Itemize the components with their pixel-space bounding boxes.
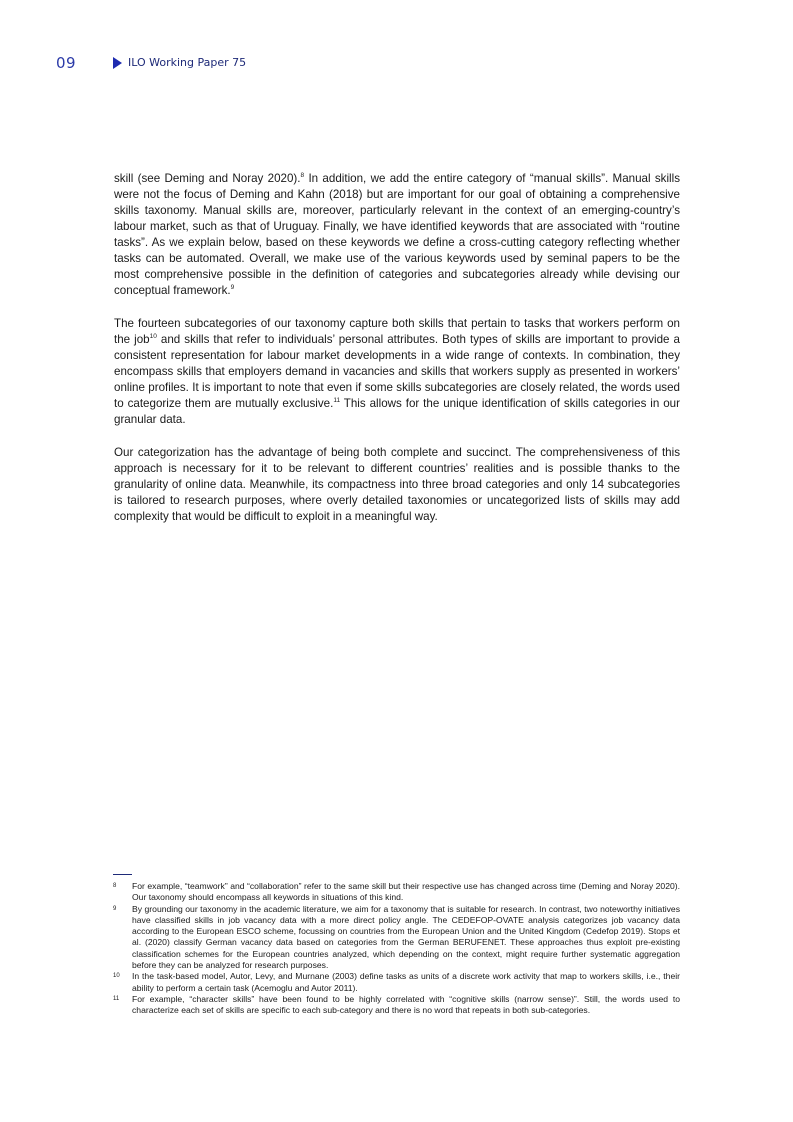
footnote-number: 10 <box>113 973 120 980</box>
footnote-item <box>113 904 680 972</box>
footnote-divider <box>113 874 132 875</box>
footnotes <box>113 881 680 1017</box>
paragraph-text: Our categorization has the advantage of being both complete and succinct. The comprehensiveness of this approach is necessary for it to be relevant to different countries’ realities and is possible thanks to the granularity of online data. Meanwhile, its compactness into three broad categories and only 14 subcategories is tailored to research purposes, where overly detailed taxonomies or uncategorized lists of skills may add complexity that would be difficult to exploit in a meaningful way. <box>114 446 680 523</box>
header-title: ILO Working Paper 75 <box>128 56 247 69</box>
footnote-text: For example, “teamwork” and “collaboration” refer to the same skill but their respective use has changed across time (Deming and Noray 2020). Our taxonomy should encompass all keywords in situations of this kind. <box>132 881 680 903</box>
paragraph-text: This allows for the unique identification of skills categories in our granular data. <box>114 397 680 426</box>
footnote-number: 8 <box>113 883 117 889</box>
footnote-ref[interactable]: 10 <box>149 333 157 341</box>
paragraph-text: skill (see Deming and Noray 2020). <box>114 172 301 185</box>
footnote-number: 9 <box>113 905 117 912</box>
body-text <box>114 171 680 542</box>
paragraph-3 <box>114 445 680 525</box>
footnote-number: 11 <box>113 995 120 1002</box>
paragraph-1 <box>114 171 680 299</box>
footnote-text: By grounding our taxonomy in the academic literature, we aim for a taxonomy that is suitable for research. In contrast, two noteworthy initiatives have classified skills in job vacancy data with a more direct policy angle. The CEDEFOP-OVATE analysis categorizes job vacancy data according to the European ESCO scheme, focussing on countries from the European Union and the United Kingdom (Cedefop 2019). Stops et al. (2020) classify German vacancy data based on categories from the German BERUFENET. These approaches thus exploit pre-existing classification schemes for the European countries analyzed, which depending on the context, might require further systematic aggregation before they can be analyzed for research purposes. <box>132 903 680 971</box>
page-number: 09 <box>56 54 77 72</box>
paragraph-text: The fourteen subcategories of our taxonomy capture both skills that pertain to tasks that workers perform on the job <box>114 317 680 346</box>
footnote-text: In the task-based model, Autor, Levy, and Murnane (2003) define tasks as units of a discrete work activity that map to workers skills, i.e., their ability to perform a certain task (Acemoglu and Autor 2011). <box>132 971 680 993</box>
paragraph-2 <box>114 316 680 428</box>
footnote-ref[interactable]: 8 <box>300 172 305 180</box>
footnote-ref[interactable]: 11 <box>333 397 341 405</box>
footnote-item <box>113 881 680 904</box>
footnote-ref[interactable]: 9 <box>230 284 235 292</box>
play-triangle-icon <box>113 57 122 69</box>
footnote-text: For example, “character skills” have been found to be highly correlated with “cognitive skills (narrow sense)”. Still, the words used to characterize each set of skills are specific to each sub-category and there is no word that repeats in both sub-categories. <box>132 993 680 1016</box>
paragraph-text: and skills that refer to individuals’ personal attributes. Both types of skills are important to provide a consistent representation for labour market developments in a wide range of contexts. In combination, they encompass skills that employers demand in vacancies and skills that workers supply as presented in workers’ online profiles. It is important to note that even if some skills subcategories are closely related, the words used to categorize them are mutually exclusive. <box>114 333 680 410</box>
running-header <box>113 56 246 69</box>
footnote-item <box>113 971 680 994</box>
footnote-item <box>113 994 680 1017</box>
paragraph-text: In addition, we add the entire category of “manual skills”. Manual skills were not the focus of Deming and Kahn (2018) but are important for our goal of obtaining a comprehensive skills taxonomy. Manual skills are, moreover, particularly relevant in the context of an emerging-country’s labour market, such as that of Uruguay. Finally, we have identified keywords that are associated with “routine tasks”. As we explain below, based on these keywords we define a cross-cutting category reflecting whether tasks can be automated. Overall, we make use of the various keywords used by seminal papers to be the most comprehensive possible in the definition of categories and subcategories already while devising our conceptual framework. <box>114 172 680 297</box>
